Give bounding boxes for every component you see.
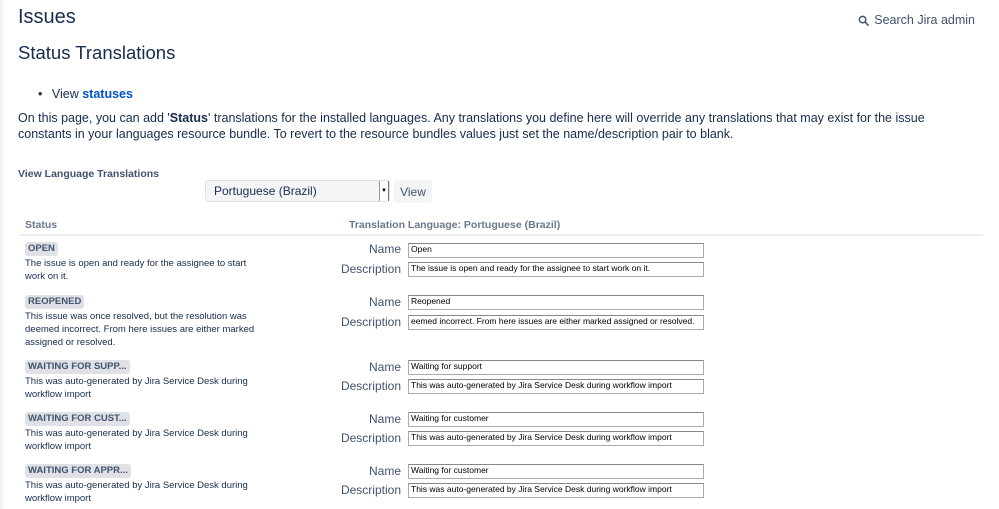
description-input[interactable]: This was auto-generated by Jira Service Desk during workflow import xyxy=(408,379,704,394)
status-lozenge: OPEN xyxy=(25,242,58,256)
description-label: Description xyxy=(340,431,401,445)
page-title: Issues xyxy=(18,6,76,28)
view-statuses-list xyxy=(38,87,133,101)
name-label: Name xyxy=(368,412,401,426)
description-input[interactable]: This was auto-generated by Jira Service Desk during workflow import xyxy=(408,483,704,498)
name-input[interactable]: Waiting for customer xyxy=(408,464,704,479)
statuses-link[interactable]: statuses xyxy=(82,87,133,101)
description-label: Description xyxy=(340,483,401,497)
section-title: Status Translations xyxy=(18,42,176,63)
name-label: Name xyxy=(368,464,401,478)
status-lozenge: WAITING FOR APPR... xyxy=(25,464,131,478)
intro-paragraph xyxy=(18,111,968,142)
search-jira-admin-link[interactable] xyxy=(858,13,975,27)
description-input[interactable]: The issue is open and ready for the assignee to start work on it. xyxy=(408,262,704,277)
status-description: This was auto-generated by Jira Service Desk during workflow import xyxy=(25,376,248,400)
name-label: Name xyxy=(368,242,401,256)
intro-text-before: On this page, you can add ' xyxy=(18,111,170,125)
view-button[interactable]: View xyxy=(394,180,432,203)
language-select-value: Portuguese (Brazil) xyxy=(214,184,317,198)
intro-text-after: ' translations for the installed languages. Any translations you define here will override any translations that may exist for the issue constants in your languages resource bundle. To revert to the resource bundles values just set the name/description pair to blank. xyxy=(18,111,925,141)
status-description: This was auto-generated by Jira Service Desk during workflow import xyxy=(25,480,248,504)
status-lozenge: REOPENED xyxy=(25,295,84,309)
name-input[interactable]: Open xyxy=(408,243,704,258)
description-label: Description xyxy=(340,262,401,276)
status-lozenge: WAITING FOR SUPP... xyxy=(25,360,130,374)
status-description: The issue is open and ready for the assignee to start work on it. xyxy=(25,258,247,282)
name-input[interactable]: Reopened xyxy=(408,295,704,310)
name-input[interactable]: Waiting for customer xyxy=(408,412,704,427)
description-label: Description xyxy=(340,315,401,329)
left-edge-shadow xyxy=(0,0,6,509)
status-description: This issue was once resolved, but the resolution was deemed incorrect. From here issues are either marked assigned or resolved. xyxy=(25,311,255,348)
search-jira-admin-label: Search Jira admin xyxy=(874,13,975,27)
language-select[interactable] xyxy=(205,180,390,202)
description-input[interactable]: eemed incorrect. From here issues are either marked assigned or resolved. xyxy=(408,315,704,330)
view-statuses-item xyxy=(38,87,133,101)
translation-column-header: Translation Language: Portuguese (Brazil) xyxy=(349,219,561,231)
description-input[interactable]: This was auto-generated by Jira Service Desk during workflow import xyxy=(408,431,704,446)
status-column-header: Status xyxy=(25,219,58,231)
view-prefix: View xyxy=(51,87,79,101)
description-label: Description xyxy=(340,379,401,393)
table-header-divider xyxy=(19,234,983,236)
status-description: This was auto-generated by Jira Service Desk during workflow import xyxy=(25,428,248,452)
name-label: Name xyxy=(368,360,401,374)
chevron-down-icon[interactable]: ▼ xyxy=(379,181,389,201)
view-language-translations-label: View Language Translations xyxy=(18,168,160,180)
name-input[interactable]: Waiting for support xyxy=(408,360,704,375)
intro-text-bold: Status xyxy=(169,111,208,125)
status-lozenge: WAITING FOR CUST... xyxy=(25,412,130,426)
search-icon xyxy=(858,15,869,26)
name-label: Name xyxy=(368,295,401,309)
